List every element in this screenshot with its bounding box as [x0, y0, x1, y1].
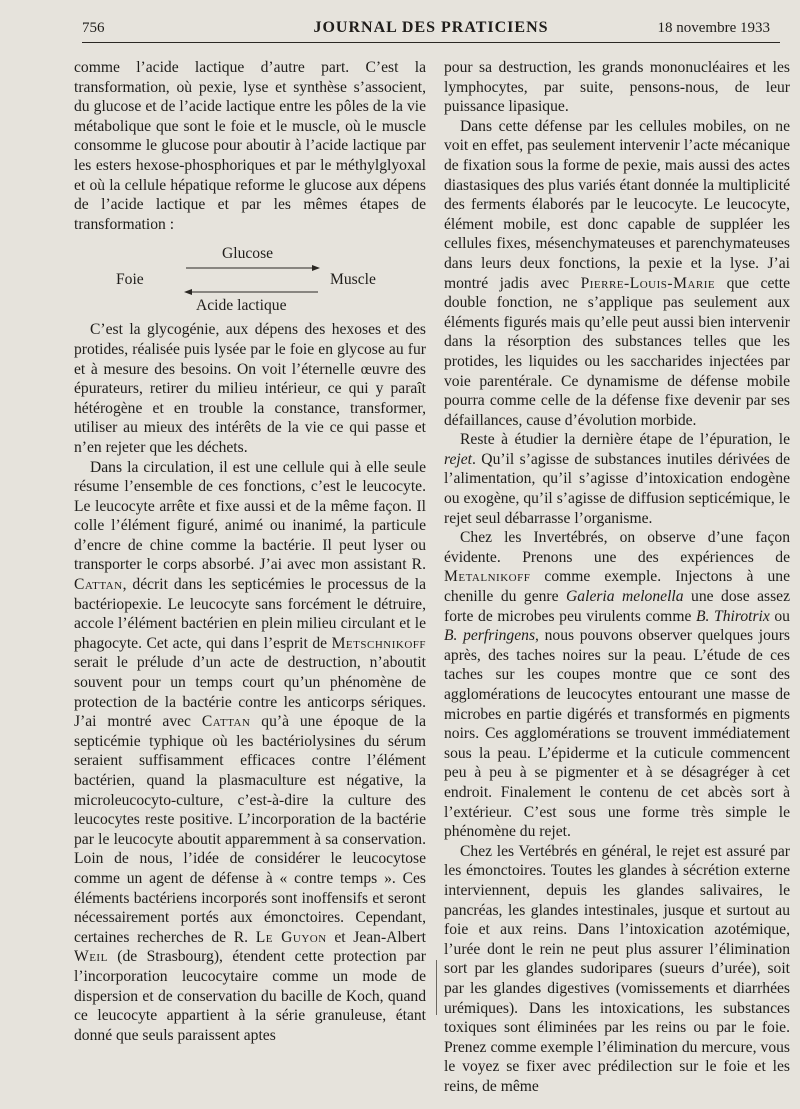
text-run: et Jean-Albert — [326, 928, 426, 946]
author-name: Cattan — [74, 576, 123, 594]
author-name: Pierre-Louis-Marie — [580, 274, 716, 292]
column-divider — [436, 960, 437, 1015]
text-run: qu’à une époque de la septicémie typhique où les bactériolysines du sérum seraient suffisamment efficaces contre l’élément bactérien, quand la plasmaculture est négative, la microleucocyto-culture, c’est-à-dire la culture des leucocytes reste positive. L’incorporation de la bactérie par le leucocyte aboutit apparemment à sa conservation. Loin de nous, l’idée de considérer le leucocytose comme un agent de défense à « contre temps ». Ces éléments bactériens incorporés sont inoffensifs et seront nécessairement portés aux émonctoires. Cependant, certaines recherches de R. — [74, 713, 426, 946]
text-run: Dans cette défense par les cellules mobiles, on ne voit en effet, pas seulement intervenir l’acte mécanique de fixation sous la forme de pexie, mais aussi des actes diastasiques des plus variés étant donnée la multiplicité des ferments élaborés par le leucocyte. Le leucocyte, élément mobile, est donc capable de suppléer les cellules fixes, mésenchymateuses et parenchymateuses dans leurs deux fonctions, la pexie et la lyse. J’ai montré jadis avec — [444, 117, 790, 292]
text-run: Dans la circulation, il est une cellule qui à elle seule résume l’ensemble de ces fonctions, c’est le leucocyte. Le leucocyte arrête et fixe aussi et de la même façon. Il colle l’élément figuré, animé ou inanimé, la particule d’encre de chine comme la bactérie. Il peut lyser ou transporter le corps absorbé. J’ai avec mon assistant R. — [74, 458, 426, 574]
diagram-label-acide-lactique: Acide lactique — [196, 297, 287, 315]
diagram-label-foie: Foie — [116, 271, 144, 289]
paragraph — [444, 117, 790, 431]
paragraph: pour sa destruction, les grands mononucléaires et les lymphocytes, par suite, pensons-nous, de leur puissance lipasique. — [444, 59, 790, 116]
paragraph: C’est la glycogénie, aux dépens des hexoses et des protides, réalisée puis lysée par le foie en glycose au fur et à mesure des besoins. On voit l’éternelle œuvre des épurateurs, retirer du milieu intérieur, ce qui y paraît hétérogène et en trouble la constance, transformer, utiliser au mieux des intérêts de la vie ce qui passe et n’en rejeter que les déchets. — [74, 321, 426, 456]
diagram-label-glucose: Glucose — [222, 245, 274, 263]
page-number: 756 — [82, 20, 105, 36]
text-run: une dose assez forte de microbes peu virulents comme — [444, 588, 791, 625]
paragraph: comme l’acide lactique d’autre part. C’est la transformation, où pexie, lyse et synthèse s’associent, du glucose et de l’acide lactique entre les pôles de la vie métabolique que sont le foie et le muscle, où le muscle consomme le glucose pour aboutir à l’acide lactique par les esters hexose-phosphoriques et par le méthylglyoxal et où la cellule hépatique reforme le glucose aux dépens de l’acide lactique et par les mêmes étapes de transformation : — [74, 59, 426, 233]
glucose-lactate-cycle-diagram — [74, 240, 426, 316]
text-run: Reste à étudier la dernière étape de l’épuration, le — [460, 431, 790, 449]
author-name: Le Guyon — [255, 928, 327, 946]
text-run: Chez les Invertébrés, on observe d’une façon évidente. Prenons une des expériences de — [444, 529, 790, 566]
author-name: Metalnikoff — [444, 568, 531, 586]
issue-date: 18 novembre 1933 — [657, 20, 770, 36]
paragraph: Chez les Vertébrés en général, le rejet est assuré par les émonctoires. Toutes les glandes à sécrétion externe interviennent, depuis les glandes salivaires, le pancréas, les glandes intestinales, jusque et surtout au foie et aux reins. Dans l’intoxication azotémique, l’urée dont le rein ne peut plus assurer l’élimination sort par les glandes sudoripares (sueurs d’urée), soit par les glandes digestives (vomissements et diarrhées urémiques). Dans les intoxications, les substances toxiques sont éliminées par les reins ou par le foie. Prenez comme exemple l’élimination du mercure, vous le voyez se fixer avec prédilection sur le foie et les reins, de même — [444, 842, 790, 1095]
paragraph — [444, 528, 790, 842]
species-name: B. Thirotrix — [695, 607, 770, 625]
text-run: , décrit dans les septicémies le processus de la bactériopexie. Le leucocyte sans forcément le détruire, accole l’élément bactérien en plein milieu circulant et le phagocyte. Cet acte, qui dans l’esprit de — [74, 576, 426, 652]
text-run: . Qu’il s’agisse de substances inutiles dérivées de l’alimentation, qu’il s’agisse d’intoxication endogène ou exogène, qu’il s’agisse de diffusion septicémique, le rejet seul débarrasse l’organisme. — [444, 450, 790, 527]
journal-title: JOURNAL DES PRATICIENS — [313, 19, 549, 36]
paragraph — [444, 430, 790, 528]
emphasis: rejet — [444, 450, 472, 468]
text-run: comme exemple. Injectons à une chenille du genre — [444, 568, 790, 606]
text-run: ou — [769, 607, 790, 625]
text-run: serait le prélude d’un acte de destruction, n’aboutit souvent pour un temps court qu’un phénomène de protection de la bactérie contre les anticorps sériques. J’ai montré avec — [74, 654, 426, 731]
text-run: , nous pouvons observer quelques jours après, des taches noires sur la peau. L’étude de ces taches sur les coupes montre que ce sont des agglomérations de leucocytes entourant une masse de microbes en partie digérés et transformés en pigments noirs. Ces agglomérations se trouvent immédiatement sous la peau. L’épiderme et la cuticule commencent peu à peu à se pigmenter et à se désagréger à cet endroit. Finalement le contenu de cet abcès sort à l’extérieur. C’est sous une forme très simple le phénomène du rejet. — [444, 627, 790, 841]
text-run: (de Strasbourg), étendent cette protection par l’incorporation leucocytaire comme un mode de dispersion et de conservation du bacille de Koch, quand ce leucocyte appartient à la série granuleuse, étant donné que seuls paraissent aptes — [74, 948, 426, 1044]
author-name: Weil — [74, 948, 108, 966]
paragraph — [74, 458, 426, 1046]
species-name: B. perfringens — [444, 627, 536, 645]
species-name: Galeria melonella — [566, 588, 684, 606]
author-name: Cattan — [201, 713, 251, 731]
right-column — [444, 58, 790, 1096]
text-run: que cette double fonction, ne s’applique pas seulement aux éléments figurés mais qu’elle peut aussi bien intervenir dans la résorption des substances telles que les protides, les liquides ou les saccharides injectées par voie parentérale. Ce dynamisme de défense mobile pourra comme celle de la défense fixe devenir par ses défaillances, cause d’évolution morbide. — [444, 274, 790, 429]
author-name: Metschnikoff — [331, 634, 426, 652]
page-header — [82, 18, 780, 43]
diagram-label-muscle: Muscle — [330, 271, 376, 289]
left-column — [74, 58, 426, 1045]
